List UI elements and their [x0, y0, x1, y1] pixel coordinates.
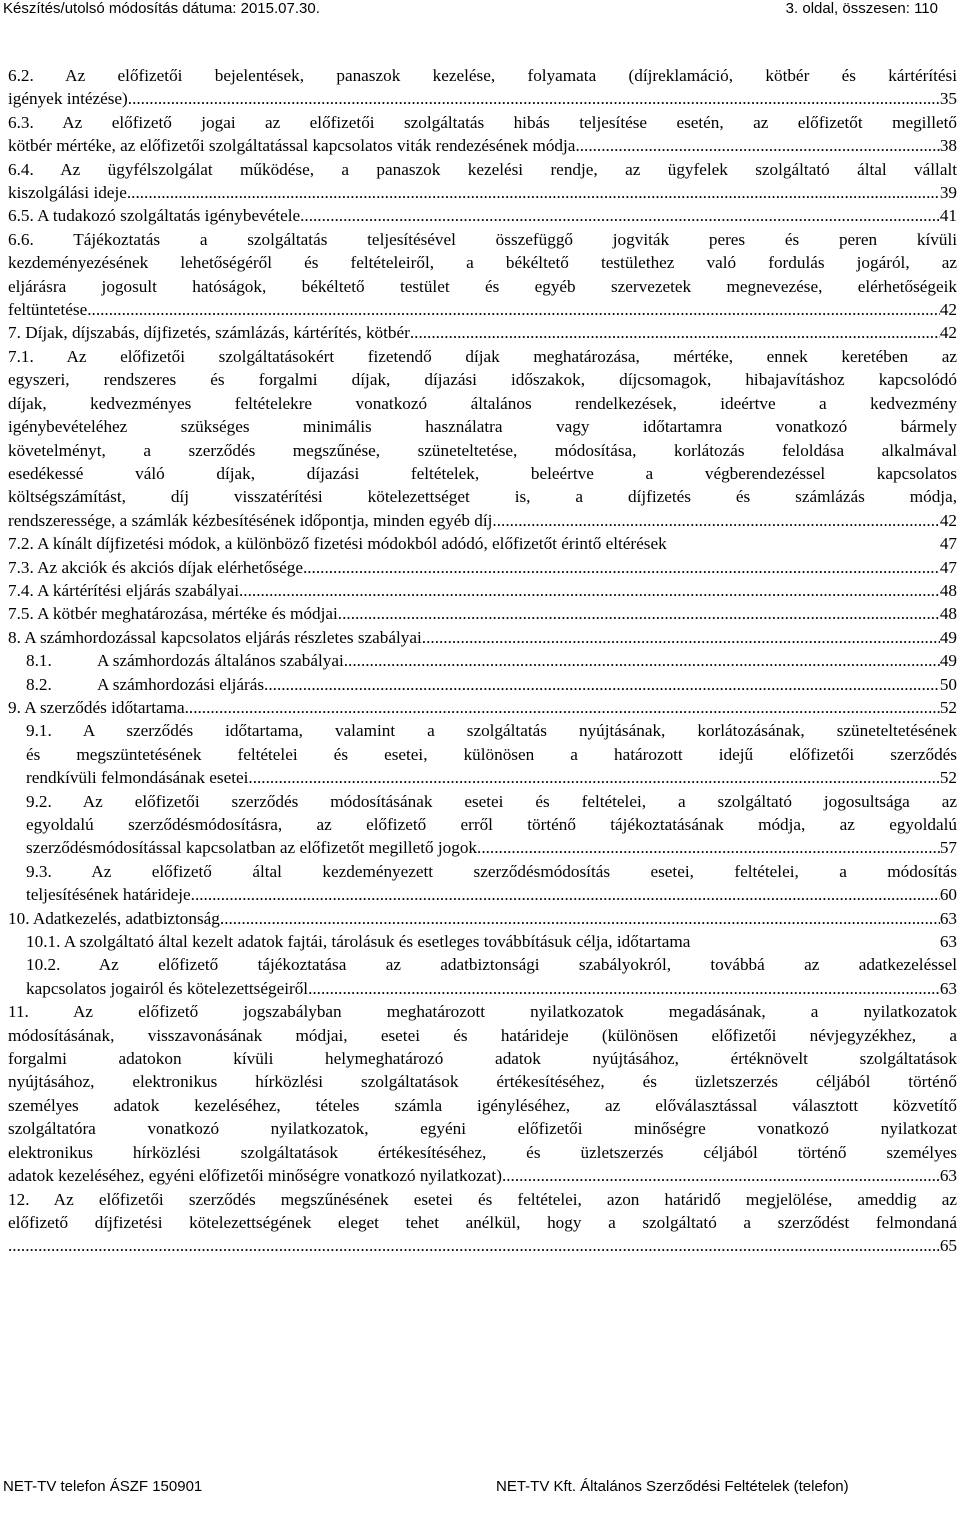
- toc-dot-leader: [239, 579, 940, 602]
- toc-entry-last-line: [8, 1234, 957, 1257]
- toc-dot-leader: [128, 87, 940, 110]
- footer-document-id: NET-TV telefon ÁSZF 150901: [3, 1478, 203, 1495]
- toc-page-number: 57: [939, 838, 957, 858]
- toc-entry-7-5[interactable]: [8, 602, 957, 625]
- toc-entry-7-4[interactable]: [8, 579, 957, 602]
- toc-entry-last-line: [8, 579, 957, 602]
- toc-page-number: 50: [939, 674, 957, 694]
- toc-dot-leader: [303, 556, 940, 579]
- toc-entry-last-line: [8, 298, 957, 321]
- toc-entry-line: nyújtásához, elektronikus hírközlési szolgáltatások értékesítéséhez, és üzletszerzés céljából történő: [8, 1072, 957, 1092]
- toc-entry-last-line: [26, 930, 957, 953]
- toc-entry-last-line: [8, 696, 957, 719]
- toc-page-number: 42: [939, 300, 957, 320]
- toc-entry-9-3[interactable]: [8, 860, 957, 907]
- toc-page-number: 63: [939, 1166, 957, 1186]
- toc-page-number: 63: [939, 908, 957, 928]
- toc-entry-last-line: [8, 181, 957, 204]
- toc-dot-leader: [492, 509, 939, 532]
- toc-entry-title: teljesítésének határideje: [26, 885, 191, 905]
- toc-page-number: 38: [939, 136, 957, 156]
- toc-dot-leader: [477, 836, 940, 859]
- toc-entry-last-line: [26, 883, 957, 906]
- toc-entry-title: adatok kezeléséhez, egyéni előfizetői minőségre vonatkozó nyilatkozat): [8, 1166, 502, 1186]
- header-date: Készítés/utolsó módosítás dátuma: 2015.07.30.: [3, 0, 320, 17]
- toc-dot-leader: [264, 673, 940, 696]
- toc-page-number: 47: [939, 557, 957, 577]
- toc-entry-6-6[interactable]: [8, 228, 957, 322]
- toc-entry-title: 7. Díjak, díjszabás, díjfizetés, számlázás, kártérítés, kötbér: [8, 323, 410, 343]
- toc-entry-title: igények intézése): [8, 89, 128, 109]
- toc-dot-leader: [248, 766, 939, 789]
- toc-entry-title: 10.1. A szolgáltató által kezelt adatok fajtái, tárolásuk és esetleges továbbításuk célja, időtartama: [26, 932, 691, 952]
- toc-entry-line: és megszüntetésének feltételei és esetei, különösen a határozott idejű előfizetői szerződés: [26, 744, 957, 764]
- toc-page-number: 41: [939, 206, 957, 226]
- toc-entry-title: kötbér mértéke, az előfizetői szolgáltatással kapcsolatos viták rendezésének módja: [8, 136, 576, 156]
- toc-entry-9-1[interactable]: [8, 719, 957, 789]
- toc-entry-title: 7.4. A kártérítési eljárás szabályai: [8, 580, 239, 600]
- page-header: [0, 0, 960, 20]
- toc-entry-8-2[interactable]: [8, 673, 957, 696]
- toc-page-number: 52: [939, 697, 957, 717]
- toc-entry-10-2[interactable]: [8, 953, 957, 1000]
- toc-dot-leader: [502, 1164, 940, 1187]
- toc-entry-last-line: [26, 766, 957, 789]
- toc-entry-10-1[interactable]: [8, 930, 957, 953]
- toc-page-number: 49: [939, 651, 957, 671]
- toc-entry-line: elektronikus hírközlési szolgáltatások értékesítéséhez, és üzletszerzés céljából történő személyes: [8, 1142, 957, 1162]
- toc-entry-line: egyszeri, rendszeres és forgalmi díjak, díjazási időszakok, díjcsomagok, hibajavításhoz kapcsolódó: [8, 370, 957, 390]
- toc-entry-last-line: [8, 509, 957, 532]
- toc-entry-9[interactable]: [8, 696, 957, 719]
- toc-entry-title: 10. Adatkezelés, adatbiztonság: [8, 908, 220, 928]
- toc-entry-last-line: [8, 1164, 957, 1187]
- toc-entry-title: szerződésmódosítással kapcsolatban az előfizetőt megillető jogok: [26, 838, 478, 858]
- toc-entry-line: eljárásra jogosult hatóságok, békéltető testület és egyéb szervezetek megnevezése, elérhetőségeik: [8, 276, 957, 296]
- toc-entry-last-line: [8, 204, 957, 227]
- toc-entry-line: 6.4. Az ügyfélszolgálat működése, a panaszok kezelési rendje, az ügyfelek szolgáltató által vállalt: [8, 159, 957, 179]
- toc-entry-line: 11. Az előfizető jogszabályban meghatározott nyilatkozatok megadásának, a nyilatkozatok: [8, 1002, 957, 1022]
- toc-entry-6-4[interactable]: [8, 158, 957, 205]
- toc-dot-leader: [8, 1234, 940, 1257]
- toc-dot-leader: [344, 649, 940, 672]
- toc-entry-title: kiszolgálási ideje: [8, 183, 127, 203]
- toc-page-number: 63: [939, 932, 957, 952]
- toc-entry-6-5[interactable]: [8, 204, 957, 227]
- toc-dot-leader: [127, 181, 940, 204]
- toc-page-number: 49: [939, 627, 957, 647]
- toc-entry-10[interactable]: [8, 907, 957, 930]
- toc-entry-last-line: [26, 836, 957, 859]
- toc-entry-line: módosításának, visszavonásának módjai, esetei és határideje (különösen előfizetői névjegyzékhez, a: [8, 1025, 957, 1045]
- toc-page-number: 52: [939, 768, 957, 788]
- toc-entry-12[interactable]: [8, 1188, 957, 1258]
- toc-page-number: 48: [939, 580, 957, 600]
- toc-dot-leader: [308, 977, 940, 1000]
- toc-entry-line: 12. Az előfizetői szerződés megszűnésének esetei és feltételei, azon határidő megjelölése, ameddig az: [8, 1189, 957, 1209]
- toc-entry-title: kapcsolatos jogairól és kötelezettségeiről: [26, 978, 309, 998]
- toc-entry-6-2[interactable]: [8, 64, 957, 111]
- toc-dot-leader: [410, 321, 940, 344]
- toc-dot-leader: [575, 134, 939, 157]
- toc-entry-line: egyoldalú szerződésmódosításra, az előfizető erről történő tájékoztatásának módja, az egyoldalú: [26, 815, 957, 834]
- toc-entry-last-line: [8, 907, 957, 930]
- toc-entry-7-2[interactable]: [8, 532, 957, 555]
- toc-entry-last-line: [8, 626, 957, 649]
- toc-entry-last-line: [8, 134, 957, 157]
- toc-entry-9-2[interactable]: [8, 790, 957, 860]
- toc-entry-last-line: [8, 532, 957, 555]
- toc-entry-6-3[interactable]: [8, 111, 957, 158]
- toc-entry-line: 9.3. Az előfizető által kezdeményezett szerződésmódosítás esetei, feltételei, a módosítás: [26, 861, 957, 881]
- toc-dot-leader: [185, 696, 940, 719]
- toc-page-number: 35: [939, 89, 957, 109]
- toc-entry-title: A számhordozás általános szabályai: [97, 651, 344, 671]
- footer-document-title: NET-TV Kft. Általános Szerződési Feltételek (telefon): [496, 1478, 849, 1495]
- toc-page-number: 47: [939, 534, 957, 554]
- toc-entry-line: igénybevételéhez szükséges minimális használatra vagy időtartamra vonatkozó bármely: [8, 417, 957, 437]
- toc-entry-7[interactable]: [8, 321, 957, 344]
- toc-entry-last-line: [8, 321, 957, 344]
- toc-entry-line: 6.3. Az előfizető jogai az előfizetői szolgáltatás hibás teljesítése esetén, az előfizetőt megillető: [8, 112, 957, 132]
- toc-entry-last-line: [8, 602, 957, 625]
- toc-entry-title: A számhordozási eljárás: [97, 674, 265, 694]
- table-of-contents: [8, 64, 957, 1258]
- toc-dot-leader: [191, 883, 940, 906]
- toc-entry-line: esedékessé váló díjak, díjazási feltételek, beleértve a végberendezéssel kapcsolatos: [8, 463, 957, 483]
- toc-entry-last-line: [8, 556, 957, 579]
- toc-entry-line: követelményt, a szerződés megszűnése, szüneteltetése, módosítása, korlátozás feloldása alkalmával: [8, 440, 957, 460]
- toc-entry-11[interactable]: [8, 1000, 957, 1187]
- toc-page-number: 48: [939, 604, 957, 624]
- header-page-count: 3. oldal, összesen: 110: [785, 0, 938, 17]
- toc-page-number: 60: [939, 885, 957, 905]
- toc-entry-line: 7.1. Az előfizetői szolgáltatásokért fizetendő díjak meghatározása, mértéke, ennek keretében az: [8, 346, 957, 366]
- toc-entry-title: 8. A számhordozással kapcsolatos eljárás részletes szabályai: [8, 627, 422, 647]
- toc-entry-title: 7.5. A kötbér meghatározása, mértéke és módjai: [8, 604, 338, 624]
- toc-entry-line: 9.1. A szerződés időtartama, valamint a szolgáltatás nyújtásának, korlátozásának, szüneteltetésének: [26, 721, 957, 741]
- toc-dot-leader: [220, 907, 940, 930]
- toc-entry-title: rendkívüli felmondásának esetei: [26, 768, 249, 788]
- toc-entry-line: 9.2. Az előfizetői szerződés módosításának esetei és feltételei, a szolgáltató jogosultsága az: [26, 791, 957, 811]
- toc-entry-8-1[interactable]: [8, 649, 957, 672]
- toc-entry-title: 6.5. A tudakozó szolgáltatás igénybevétele: [8, 206, 301, 226]
- toc-entry-number: 8.1.: [26, 651, 52, 671]
- toc-entry-line: személyes adatok kezeléséhez, tételes számla igényléséhez, az előválasztással választott közvetítő: [8, 1095, 957, 1115]
- toc-dot-leader: [300, 204, 940, 227]
- toc-entry-title: 7.3. Az akciók és akciós díjak elérhetősége: [8, 557, 303, 577]
- toc-entry-number: 8.2.: [26, 674, 52, 694]
- toc-page-number: 39: [939, 183, 957, 203]
- toc-entry-last-line: [26, 649, 957, 672]
- toc-entry-line: költségszámítást, díj visszatérítési kötelezettséget is, a díjfizetés és számlázás módja,: [8, 487, 957, 507]
- toc-entry-title: feltüntetése: [8, 300, 88, 320]
- toc-page-number: 42: [939, 510, 957, 530]
- toc-entry-title: rendszeressége, a számlák kézbesítésének időpontja, minden egyéb díj: [8, 510, 493, 530]
- toc-dot-leader: [338, 602, 940, 625]
- toc-entry-line: díjak, kedvezményes feltételekre vonatkozó általános rendelkezések, ideértve a kedvezmény: [8, 393, 957, 413]
- toc-entry-line: kezdeményezésének lehetőségéről és feltételeiről, a békéltető testülethez való fordulás jogáról, az: [8, 253, 957, 273]
- toc-entry-title: 9. A szerződés időtartama: [8, 697, 185, 717]
- toc-entry-last-line: [26, 977, 957, 1000]
- toc-entry-last-line: [26, 673, 957, 696]
- toc-dot-leader: [422, 626, 940, 649]
- toc-page-number: 63: [939, 978, 957, 998]
- toc-entry-line: előfizető díjfizetési kötelezettségének eleget tehet anélkül, hogy a szolgáltató a szerződést felmondaná: [8, 1212, 957, 1232]
- toc-dot-leader: [87, 298, 940, 321]
- toc-page-number: 65: [939, 1236, 957, 1256]
- page-footer: [0, 1478, 960, 1500]
- toc-entry-line: 6.6. Tájékoztatás a szolgáltatás teljesítésével összefüggő jogviták peres és peren kívüli: [8, 229, 957, 249]
- toc-entry-line: 10.2. Az előfizető tájékoztatása az adatbiztonsági szabályokról, továbbá az adatkezeléssel: [26, 955, 957, 975]
- toc-entry-last-line: [8, 87, 957, 110]
- toc-page-number: 42: [939, 323, 957, 343]
- toc-entry-7-3[interactable]: [8, 556, 957, 579]
- toc-entry-line: 6.2. Az előfizetői bejelentések, panaszok kezelése, folyamata (díjreklamáció, kötbér és kártérítési: [8, 66, 957, 85]
- toc-entry-title: 7.2. A kínált díjfizetési módok, a különböző fizetési módokból adódó, előfizetőt érintő eltérések: [8, 534, 667, 554]
- toc-entry-line: szolgáltatóra vonatkozó nyilatkozatok, egyéni előfizetői minőségre vonatkozó nyilatkozat: [8, 1119, 957, 1139]
- toc-entry-7-1[interactable]: [8, 345, 957, 532]
- toc-entry-line: forgalmi adatokon kívüli helymeghatározó adatok nyújtásához, értéknövelt szolgáltatások: [8, 1049, 957, 1069]
- toc-entry-8[interactable]: [8, 626, 957, 649]
